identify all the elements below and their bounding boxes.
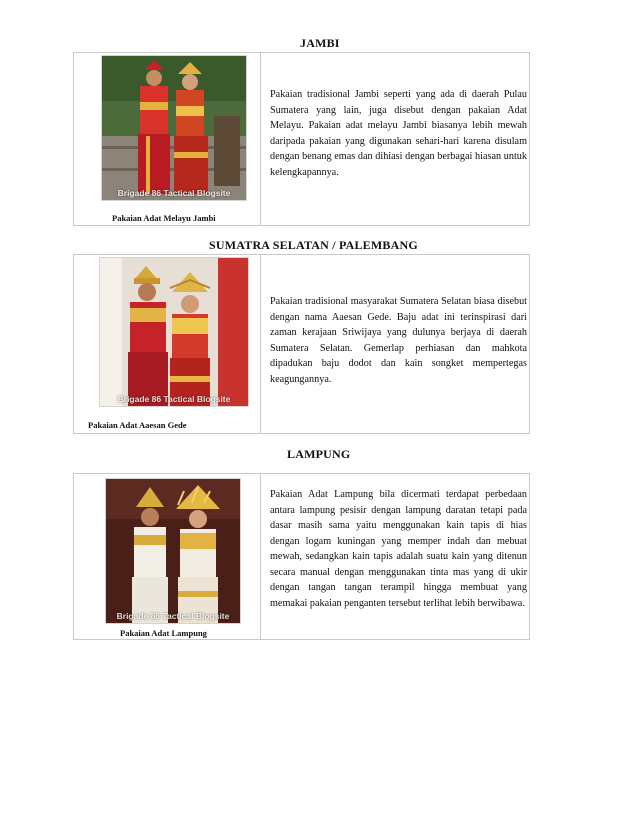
section-title-jambi: JAMBI bbox=[300, 36, 340, 50]
photo-lampung bbox=[105, 478, 241, 624]
description-text: Pakaian Adat Lampung bila dicermati terdapat perbedaan antara lampung pesisir dengan lampung daratan tetapi pada dasar masih sama yaitu menggunakan kain tapis di hias dengan logam kuningan yang memper indah dan mebuat mewah, sedangkan kain tapis adalah suatu kain yang ditenun secara manual dengan menggunakan tinta mas yang di ukir dengan tangan tangan terampil hingga membuat yang memakai pakaian penganten tersebut terlihat lebih berwibawa. bbox=[270, 489, 527, 609]
table-row-jambi bbox=[73, 52, 530, 226]
photo-jambi bbox=[101, 55, 247, 201]
column-divider bbox=[260, 474, 261, 639]
lampung-costume-image bbox=[106, 479, 241, 624]
table-row-lampung bbox=[73, 473, 530, 640]
jambi-costume-image bbox=[102, 56, 247, 201]
section-title-sumatra-selatan: SUMATRA SELATAN / PALEMBANG bbox=[209, 238, 418, 252]
column-divider bbox=[260, 255, 261, 433]
photo-watermark: Brigade 86 Tactical Blogsite bbox=[117, 394, 231, 404]
photo-palembang bbox=[99, 257, 249, 407]
photo-watermark: Brigade 86 Tactical Blogsite bbox=[116, 611, 230, 621]
column-divider bbox=[260, 53, 261, 225]
description-text: Pakaian tradisional Jambi seperti yang ada di daerah Pulau Sumatera yang lain, juga disebut dengan pakaian Adat Melayu. Pakaian adat melayu Jambi biasanya lebih mewah daripada pakaian yang digunakan sehari-hari karena disulam dengan benang emas dan dihiasi dengan berbagai hiasan untuk kelengkapannya. bbox=[270, 89, 527, 178]
palembang-costume-image bbox=[100, 258, 249, 407]
photo-caption: Pakaian Adat Aaesan Gede bbox=[88, 420, 187, 430]
photo-caption: Pakaian Adat Lampung bbox=[120, 628, 207, 638]
photo-watermark: Brigade 86 Tactical Blogsite bbox=[117, 188, 231, 198]
section-title-lampung: LAMPUNG bbox=[287, 447, 351, 461]
description-text: Pakaian tradisional masyarakat Sumatera Selatan biasa disebut dengan nama Aaesan Gede. Baju adat ini terinspirasi dari zaman kerajaan Sriwijaya yang dulunya berjaya di daerah Sumatera Selatan. Gemerlap perhiasan dan mahkota dipadukan baju dodot dan kain songket mempertegas keagungannya. bbox=[270, 296, 527, 385]
photo-caption: Pakaian Adat Melayu Jambi bbox=[112, 213, 216, 223]
table-row-sumatra-selatan bbox=[73, 254, 530, 434]
